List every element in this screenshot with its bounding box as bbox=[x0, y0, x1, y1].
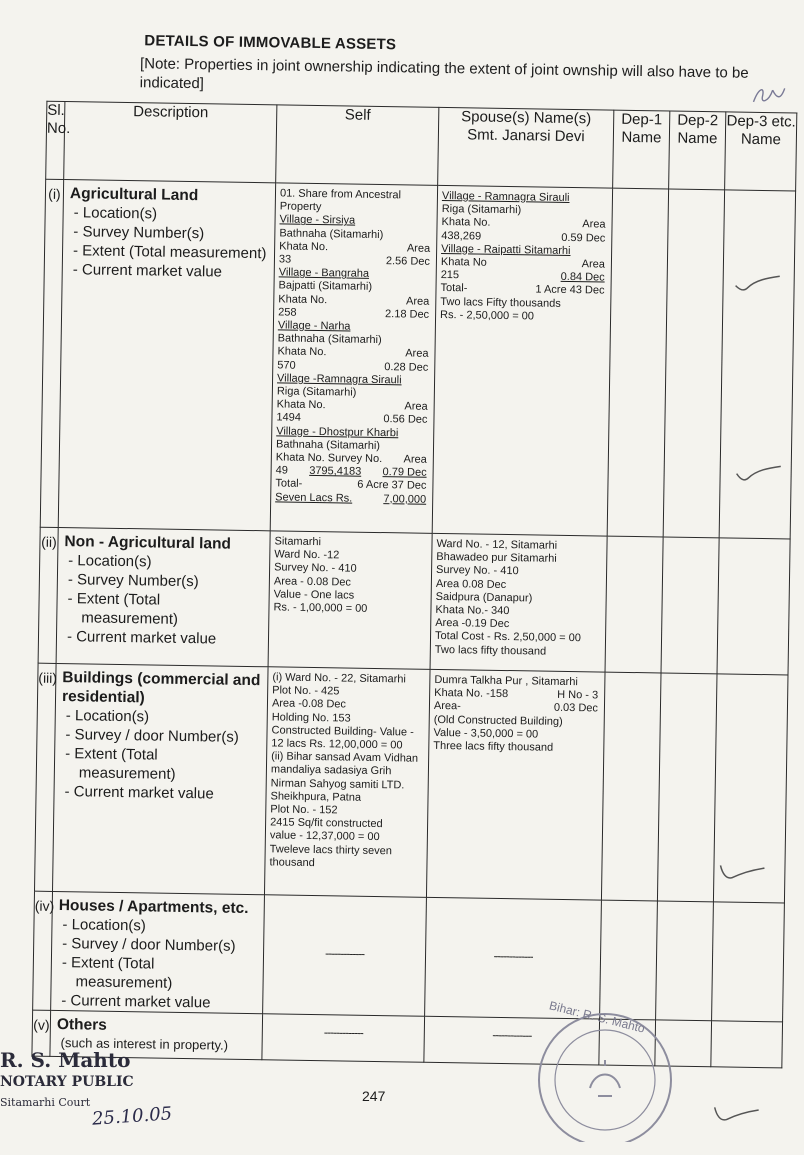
header-spouse-label: Spouse(s) Name(s) bbox=[461, 108, 592, 128]
area-label: Area bbox=[582, 218, 606, 231]
cell-line: Area -0.19 Dec bbox=[435, 617, 510, 631]
spouse-others-cell: ------------- bbox=[424, 1016, 600, 1065]
description-item: - Location(s) bbox=[68, 552, 152, 571]
description-item: measurement) bbox=[75, 973, 173, 992]
cell-line: Saidpura (Danapur) bbox=[435, 590, 533, 605]
spouse-non-agricultural-cell bbox=[430, 533, 607, 672]
cell-line: Nirman Sahyog samiti LTD. bbox=[270, 776, 405, 792]
khata-label: Khata No. Survey No. bbox=[275, 451, 383, 466]
place-name: Bathnaha (Sitamarhi) bbox=[275, 438, 381, 452]
dep3-cell bbox=[711, 1021, 783, 1068]
cell-line: Khata No.- 340 bbox=[435, 603, 510, 618]
area-label: Area bbox=[404, 400, 428, 414]
area-label: Area bbox=[581, 258, 606, 271]
notary-title: NOTARY PUBLIC bbox=[0, 1074, 134, 1090]
khata-label: Khata No. bbox=[441, 216, 491, 230]
area-value: 0.28 Dec bbox=[384, 360, 429, 374]
area-value: 0.84 Dec bbox=[560, 271, 605, 284]
description-item: - Location(s) bbox=[65, 707, 150, 726]
village-name: Village -Ramnagra Sirauli bbox=[276, 372, 402, 387]
khata-number: 49 bbox=[275, 464, 288, 477]
khata-number: 215 bbox=[440, 269, 460, 282]
category-heading: Agricultural Land bbox=[69, 185, 199, 205]
dep1-cell bbox=[607, 188, 668, 537]
header-spouse bbox=[438, 107, 614, 188]
notary-place: Sitamarhi Court bbox=[0, 1096, 91, 1109]
khata-label: Khata No. bbox=[277, 345, 327, 359]
house-number: H No - 3 bbox=[557, 689, 599, 702]
immovable-assets-table bbox=[31, 101, 797, 1069]
value-label: Seven Lacs Rs. bbox=[275, 491, 353, 505]
category-heading: Houses / Apartments, etc. bbox=[58, 897, 249, 918]
self-others-cell: ------------- bbox=[262, 1014, 425, 1063]
header-self: Self bbox=[276, 105, 439, 186]
row-number: (v) bbox=[32, 1010, 51, 1056]
area-value: 0.59 Dec bbox=[561, 231, 606, 245]
village-name: Village - Bangraha bbox=[278, 266, 370, 281]
row-number: (iv) bbox=[33, 891, 53, 1010]
cell-line: Area -0.08 Dec bbox=[271, 697, 347, 711]
cell-line: Value - One lacs bbox=[273, 588, 355, 602]
description-item: - Current market value bbox=[66, 628, 217, 648]
dep3-cell bbox=[712, 902, 785, 1022]
cell-line: Plot No. - 152 bbox=[270, 803, 338, 817]
cell-line: Two lacs fifty thousand bbox=[434, 643, 547, 658]
total-area: 6 Acre 37 Dec bbox=[357, 479, 427, 493]
handwritten-initial-mark bbox=[750, 82, 786, 109]
cell-line: Total Cost - Rs. 2,50,000 = 00 bbox=[434, 630, 581, 645]
cell-line: Value - 3,50,000 = 00 bbox=[433, 726, 539, 741]
notary-stamp bbox=[0, 1048, 200, 1109]
survey-number: 3795,4183 bbox=[309, 465, 362, 478]
spouse-houses-cell: ------------- bbox=[425, 897, 602, 1019]
description-item: (such as interest in property.) bbox=[60, 1035, 229, 1053]
document-title: DETAILS OF IMMOVABLE ASSETS bbox=[144, 32, 397, 54]
cell-line: mandaliya sadasiya Grih bbox=[270, 763, 392, 778]
row-description bbox=[51, 891, 265, 1013]
table-row-agricultural-land bbox=[40, 179, 795, 539]
cell-line: (ii) Bihar sansad Avam Vidhan bbox=[271, 750, 419, 765]
area-value: 0.56 Dec bbox=[383, 413, 428, 427]
area-value: 2.18 Dec bbox=[384, 307, 430, 321]
spouse-agricultural-cell bbox=[432, 185, 612, 536]
village-name: Village - Dhostpur Kharbi bbox=[276, 425, 399, 439]
row-description bbox=[56, 527, 270, 666]
cell-line: (Old Constructed Building) bbox=[433, 713, 563, 728]
khata-number: 258 bbox=[278, 306, 297, 319]
check-mark-icon bbox=[712, 1103, 760, 1124]
khata-label: Khata No bbox=[440, 255, 487, 269]
total-label: Total- bbox=[440, 282, 468, 295]
check-mark-icon bbox=[733, 274, 781, 295]
dep3-cell bbox=[719, 190, 795, 539]
place-name: Riga (Sitamarhi) bbox=[276, 385, 357, 399]
area-value: 0.03 Dec bbox=[553, 702, 599, 715]
cell-line: Survey No. - 410 bbox=[274, 561, 357, 576]
row-number: (ii) bbox=[38, 527, 58, 663]
description-item: - Survey Number(s) bbox=[67, 571, 199, 591]
value-amount: Rs. - 2,50,000 = 00 bbox=[440, 308, 535, 323]
description-item: - Extent (Total bbox=[67, 590, 161, 609]
cell-line: thousand bbox=[269, 856, 315, 869]
header-dep1: Dep-1 Name bbox=[613, 110, 670, 189]
header-dep3: Dep-3 etc. Name bbox=[725, 112, 797, 191]
table-row-non-agricultural-land bbox=[38, 527, 790, 675]
table-row-buildings bbox=[35, 663, 788, 903]
spouse-buildings-cell bbox=[426, 669, 605, 900]
description-item: - Current market value bbox=[64, 783, 214, 803]
place-name: Bajpatti (Sitamarhi) bbox=[278, 279, 373, 294]
cell-line: Area 0.08 Dec bbox=[435, 577, 507, 591]
khata-label: Khata No. bbox=[278, 293, 328, 306]
place-name: Bathnaha (Sitamarhi) bbox=[279, 227, 384, 241]
cell-line: Sheikhpura, Patna bbox=[270, 790, 362, 804]
area-label: Area- bbox=[433, 700, 461, 713]
ancestral-intro: 01. Share from Ancestral Property bbox=[279, 187, 402, 214]
cell-line: Plot No. - 425 bbox=[272, 684, 340, 698]
handwritten-date: 25.10.05 bbox=[91, 1103, 173, 1130]
description-item: measurement) bbox=[81, 609, 179, 628]
area-label: Area bbox=[405, 347, 429, 361]
cell-line: 12 lacs Rs. 12,00,000 = 00 bbox=[271, 737, 403, 752]
description-item: - Current market value bbox=[61, 992, 211, 1012]
area-value: 2.56 Dec bbox=[385, 255, 431, 268]
total-label: Total- bbox=[275, 477, 303, 491]
village-name: Village - Narha bbox=[277, 319, 351, 333]
header-spouse-name: Smt. Janarsi Devi bbox=[467, 126, 585, 146]
description-item: - Extent (Total bbox=[65, 745, 158, 764]
khata-number: 570 bbox=[277, 359, 296, 372]
row-number: (iii) bbox=[35, 663, 57, 891]
area-label: Area bbox=[405, 295, 430, 308]
cell-line: value - 12,37,000 = 00 bbox=[269, 829, 380, 844]
cell-line: Survey No. - 410 bbox=[436, 564, 519, 578]
cell-line: Rs. - 1,00,000 = 00 bbox=[273, 601, 368, 615]
seal-text: Bihar: R. S. Mahto bbox=[547, 998, 647, 1036]
document-note: [Note: Properties in joint ownership indicating the extent of joint ownship will also have to be indicated] bbox=[139, 55, 749, 93]
description-item: - Survey Number(s) bbox=[73, 223, 205, 243]
self-buildings-cell bbox=[264, 667, 430, 898]
cell-line: Three lacs fifty thousand bbox=[433, 739, 554, 754]
self-agricultural-cell bbox=[270, 183, 437, 534]
row-description bbox=[53, 663, 269, 894]
description-item: - Survey / door Number(s) bbox=[65, 726, 239, 746]
area-label: Area bbox=[406, 242, 431, 255]
place-name: Bathnaha (Sitamarhi) bbox=[277, 332, 382, 347]
khata-label: Khata No. bbox=[279, 240, 329, 253]
description-item: - Extent (Total bbox=[61, 954, 155, 973]
description-item: measurement) bbox=[78, 764, 176, 783]
dep1-cell bbox=[605, 536, 663, 673]
header-sl-no: Sl. No. bbox=[46, 101, 65, 179]
khata-number: 33 bbox=[278, 253, 292, 266]
self-houses-cell: ------------- bbox=[263, 895, 427, 1017]
description-item: - Survey / door Number(s) bbox=[62, 935, 236, 955]
page-number: 247 bbox=[362, 1088, 386, 1104]
description-item: - Location(s) bbox=[73, 204, 158, 223]
dep2-cell bbox=[663, 189, 724, 538]
village-name: Village - Raipatti Sitamarhi bbox=[441, 242, 571, 257]
header-dep2: Dep-2 Name bbox=[669, 111, 726, 190]
cell-line: Area - 0.08 Dec bbox=[273, 574, 352, 589]
dep2-cell bbox=[657, 673, 717, 902]
cell-line: (i) Ward No. - 22, Sitamarhi bbox=[272, 671, 406, 686]
row-number: (i) bbox=[40, 179, 63, 527]
value-amount: 7,00,000 bbox=[383, 492, 427, 506]
cell-line: Constructed Building- Value - bbox=[271, 724, 414, 739]
description-item: - Current market value bbox=[72, 261, 223, 281]
cell-line: 2415 Sq/fit constructed bbox=[270, 816, 383, 831]
village-name: Village - Sirsiya bbox=[279, 213, 356, 228]
cell-line: Bhawadeo pur Sitamarhi bbox=[436, 551, 557, 566]
area-label: Area bbox=[403, 453, 427, 466]
total-area: 1 Acre 43 Dec bbox=[535, 283, 605, 297]
cell-line: Ward No. -12 bbox=[274, 548, 340, 562]
khata-number: 438,269 bbox=[441, 229, 482, 243]
row-description bbox=[58, 180, 275, 531]
category-heading: Others bbox=[56, 1016, 108, 1034]
area-value: 0.79 Dec bbox=[382, 466, 427, 480]
description-item: - Extent (Total measurement) bbox=[72, 242, 267, 263]
khata-label: Khata No. bbox=[276, 398, 326, 412]
place-name: Riga (Sitamarhi) bbox=[441, 203, 522, 217]
village-name: Village - Ramnagra Sirauli bbox=[441, 189, 570, 204]
cell-line: Ward No. - 12, Sitamarhi bbox=[436, 537, 558, 552]
cell-line: Tweleve lacs thirty seven bbox=[269, 842, 393, 857]
check-mark-icon bbox=[734, 464, 782, 485]
category-heading: Non - Agricultural land bbox=[64, 533, 232, 553]
cell-line: Sitamarhi bbox=[274, 535, 322, 549]
dep3-cell bbox=[717, 538, 790, 675]
khata-number: 1494 bbox=[276, 411, 302, 425]
value-in-words: Two lacs Fifty thousands bbox=[440, 295, 561, 310]
header-description: Description bbox=[64, 102, 277, 183]
dep1-cell bbox=[601, 672, 661, 901]
cell-line: Dumra Talkha Pur , Sitamarhi bbox=[434, 673, 578, 689]
description-item: - Location(s) bbox=[62, 916, 146, 935]
self-non-agricultural-cell bbox=[268, 531, 432, 670]
header-row bbox=[46, 101, 797, 191]
khata-number: Khata No. -158 bbox=[434, 687, 509, 701]
category-heading: Buildings (commercial and residential) bbox=[61, 669, 261, 707]
notary-name: R. S. Mahto bbox=[0, 1048, 131, 1072]
check-mark-icon bbox=[718, 861, 766, 882]
dep2-cell bbox=[661, 537, 719, 674]
cell-line: Holding No. 153 bbox=[271, 710, 351, 725]
